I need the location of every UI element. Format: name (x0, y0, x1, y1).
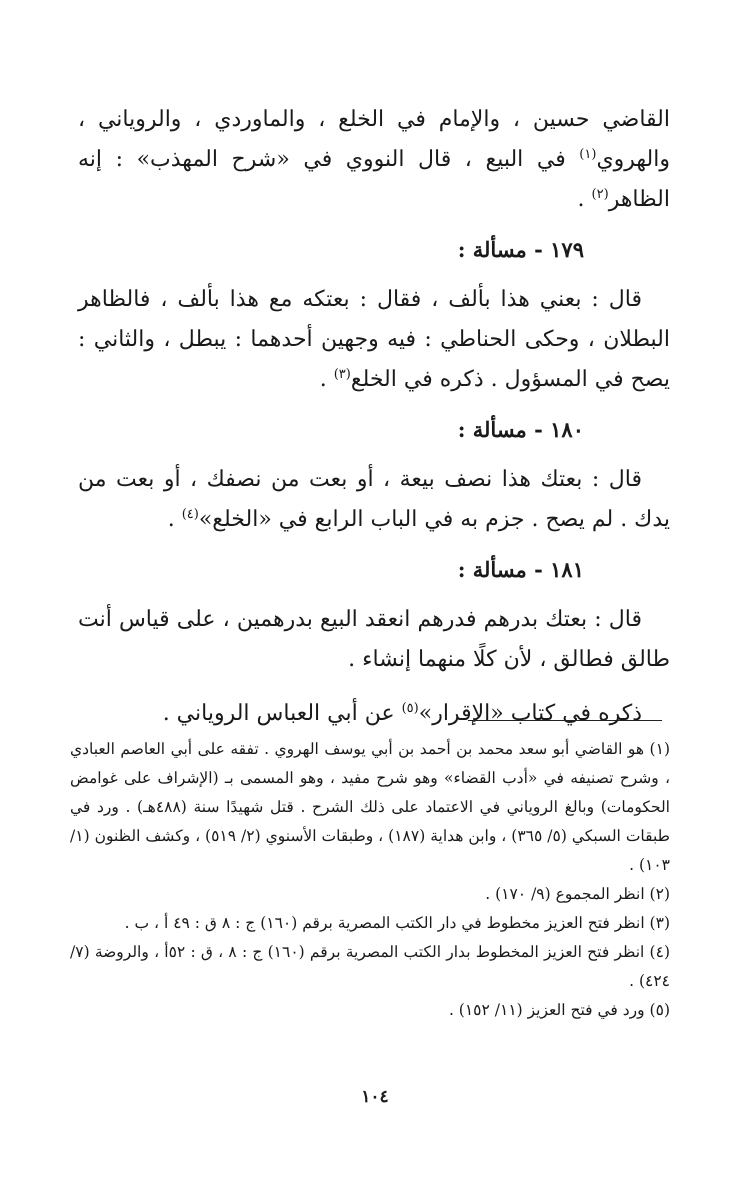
paragraph-2-text-b: . (319, 367, 334, 392)
footnotes (70, 735, 670, 1025)
paragraph-1-text-b: في البيع ، قال النووي في «شرح المهذب» : إنه الظاهر (78, 147, 670, 212)
footnote-1: (١) هو القاضي أبو سعد محمد بن أحمد بن أبي يوسف الهروي . تفقه على أبي العاصم العبادي ، وشرح تصنيفه في «أدب القضاء» وهو شرح مفيد ، وهو المسمى بـ (الإشراف على غوامض الحكومات) وبالغ الروياني في الاعتماد على ذلك الشرح . قتل شهيدًا سنة (٤٨٨هـ) . ورد في طبقات السبكي (٥/ ٣٦٥) ، وابن هداية (١٨٧) ، وطبقات الأسنوي (٢/ ٥١٩) ، وكشف الظنون (١/ ١٠٣) . (70, 740, 670, 874)
paragraph-2-text-a: قال : بعني هذا بألف ، فقال : بعتكه مع هذا بألف ، فالظاهر البطلان ، وحكى الحناطي : فيه وجهين أحدهما : يبطل ، والثاني : يصح في المسؤول . ذكره في الخلع (78, 287, 670, 392)
page-number: ١٠٤ (361, 1087, 389, 1107)
footnote-2: (٢) انظر المجموع (٩/ ١٧٠) . (485, 885, 670, 903)
paragraph-1 (78, 100, 670, 220)
paragraph-1-text-a: القاضي حسين ، والإمام في الخلع ، والماوردي ، والروياني ، والهروي (78, 107, 670, 172)
paragraph-5 (78, 694, 670, 734)
footnote-4: (٤) انظر فتح العزيز المخطوط بدار الكتب المصرية برقم (١٦٠) ج : ٨ ، ق : ٥٢أ ، والروضة (٧/ ٤٢٤) . (70, 943, 670, 990)
main-text (78, 100, 670, 734)
footnote-ref-5: (٥) (401, 701, 419, 716)
issue-heading-180: ١٨٠ - مسألة : (457, 417, 584, 442)
paragraph-3-text-a: قال : بعتك هذا نصف بيعة ، أو بعت من نصفك ، أو بعت من يدك . لم يصح . جزم به في الباب الرابع في «الخلع» (78, 467, 670, 532)
issue-heading-181: ١٨١ - مسألة : (457, 557, 584, 582)
footnote-ref-1: (١) (579, 147, 597, 162)
footnote-ref-3: (٣) (333, 367, 351, 382)
paragraph-3-text-b: . (167, 507, 182, 532)
paragraph-5-text-b: عن أبي العباس الروياني . (162, 701, 402, 726)
paragraph-3 (78, 460, 670, 540)
footnote-ref-4: (٤) (181, 507, 199, 522)
paragraph-1-text-c: . (577, 187, 592, 212)
footnote-separator (468, 720, 662, 721)
paragraph-4: قال : بعتك بدرهم فدرهم انعقد البيع بدرهمين ، على قياس أنت طالق فطالق ، لأن كلًا منهما إنشاء . (78, 607, 670, 672)
footnote-ref-2: (٢) (591, 187, 609, 202)
issue-heading-179: ١٧٩ - مسألة : (457, 237, 584, 262)
footnote-3: (٣) انظر فتح العزيز مخطوط في دار الكتب المصرية برقم (١٦٠) ج : ٨ ق : ٤٩ أ ، ب . (124, 914, 670, 932)
paragraph-2 (78, 280, 670, 400)
footnote-5: (٥) ورد في فتح العزيز (١١/ ١٥٢) . (448, 1001, 670, 1019)
paragraph-5-text-a: ذكره في كتاب «الإقرار» (418, 701, 642, 726)
